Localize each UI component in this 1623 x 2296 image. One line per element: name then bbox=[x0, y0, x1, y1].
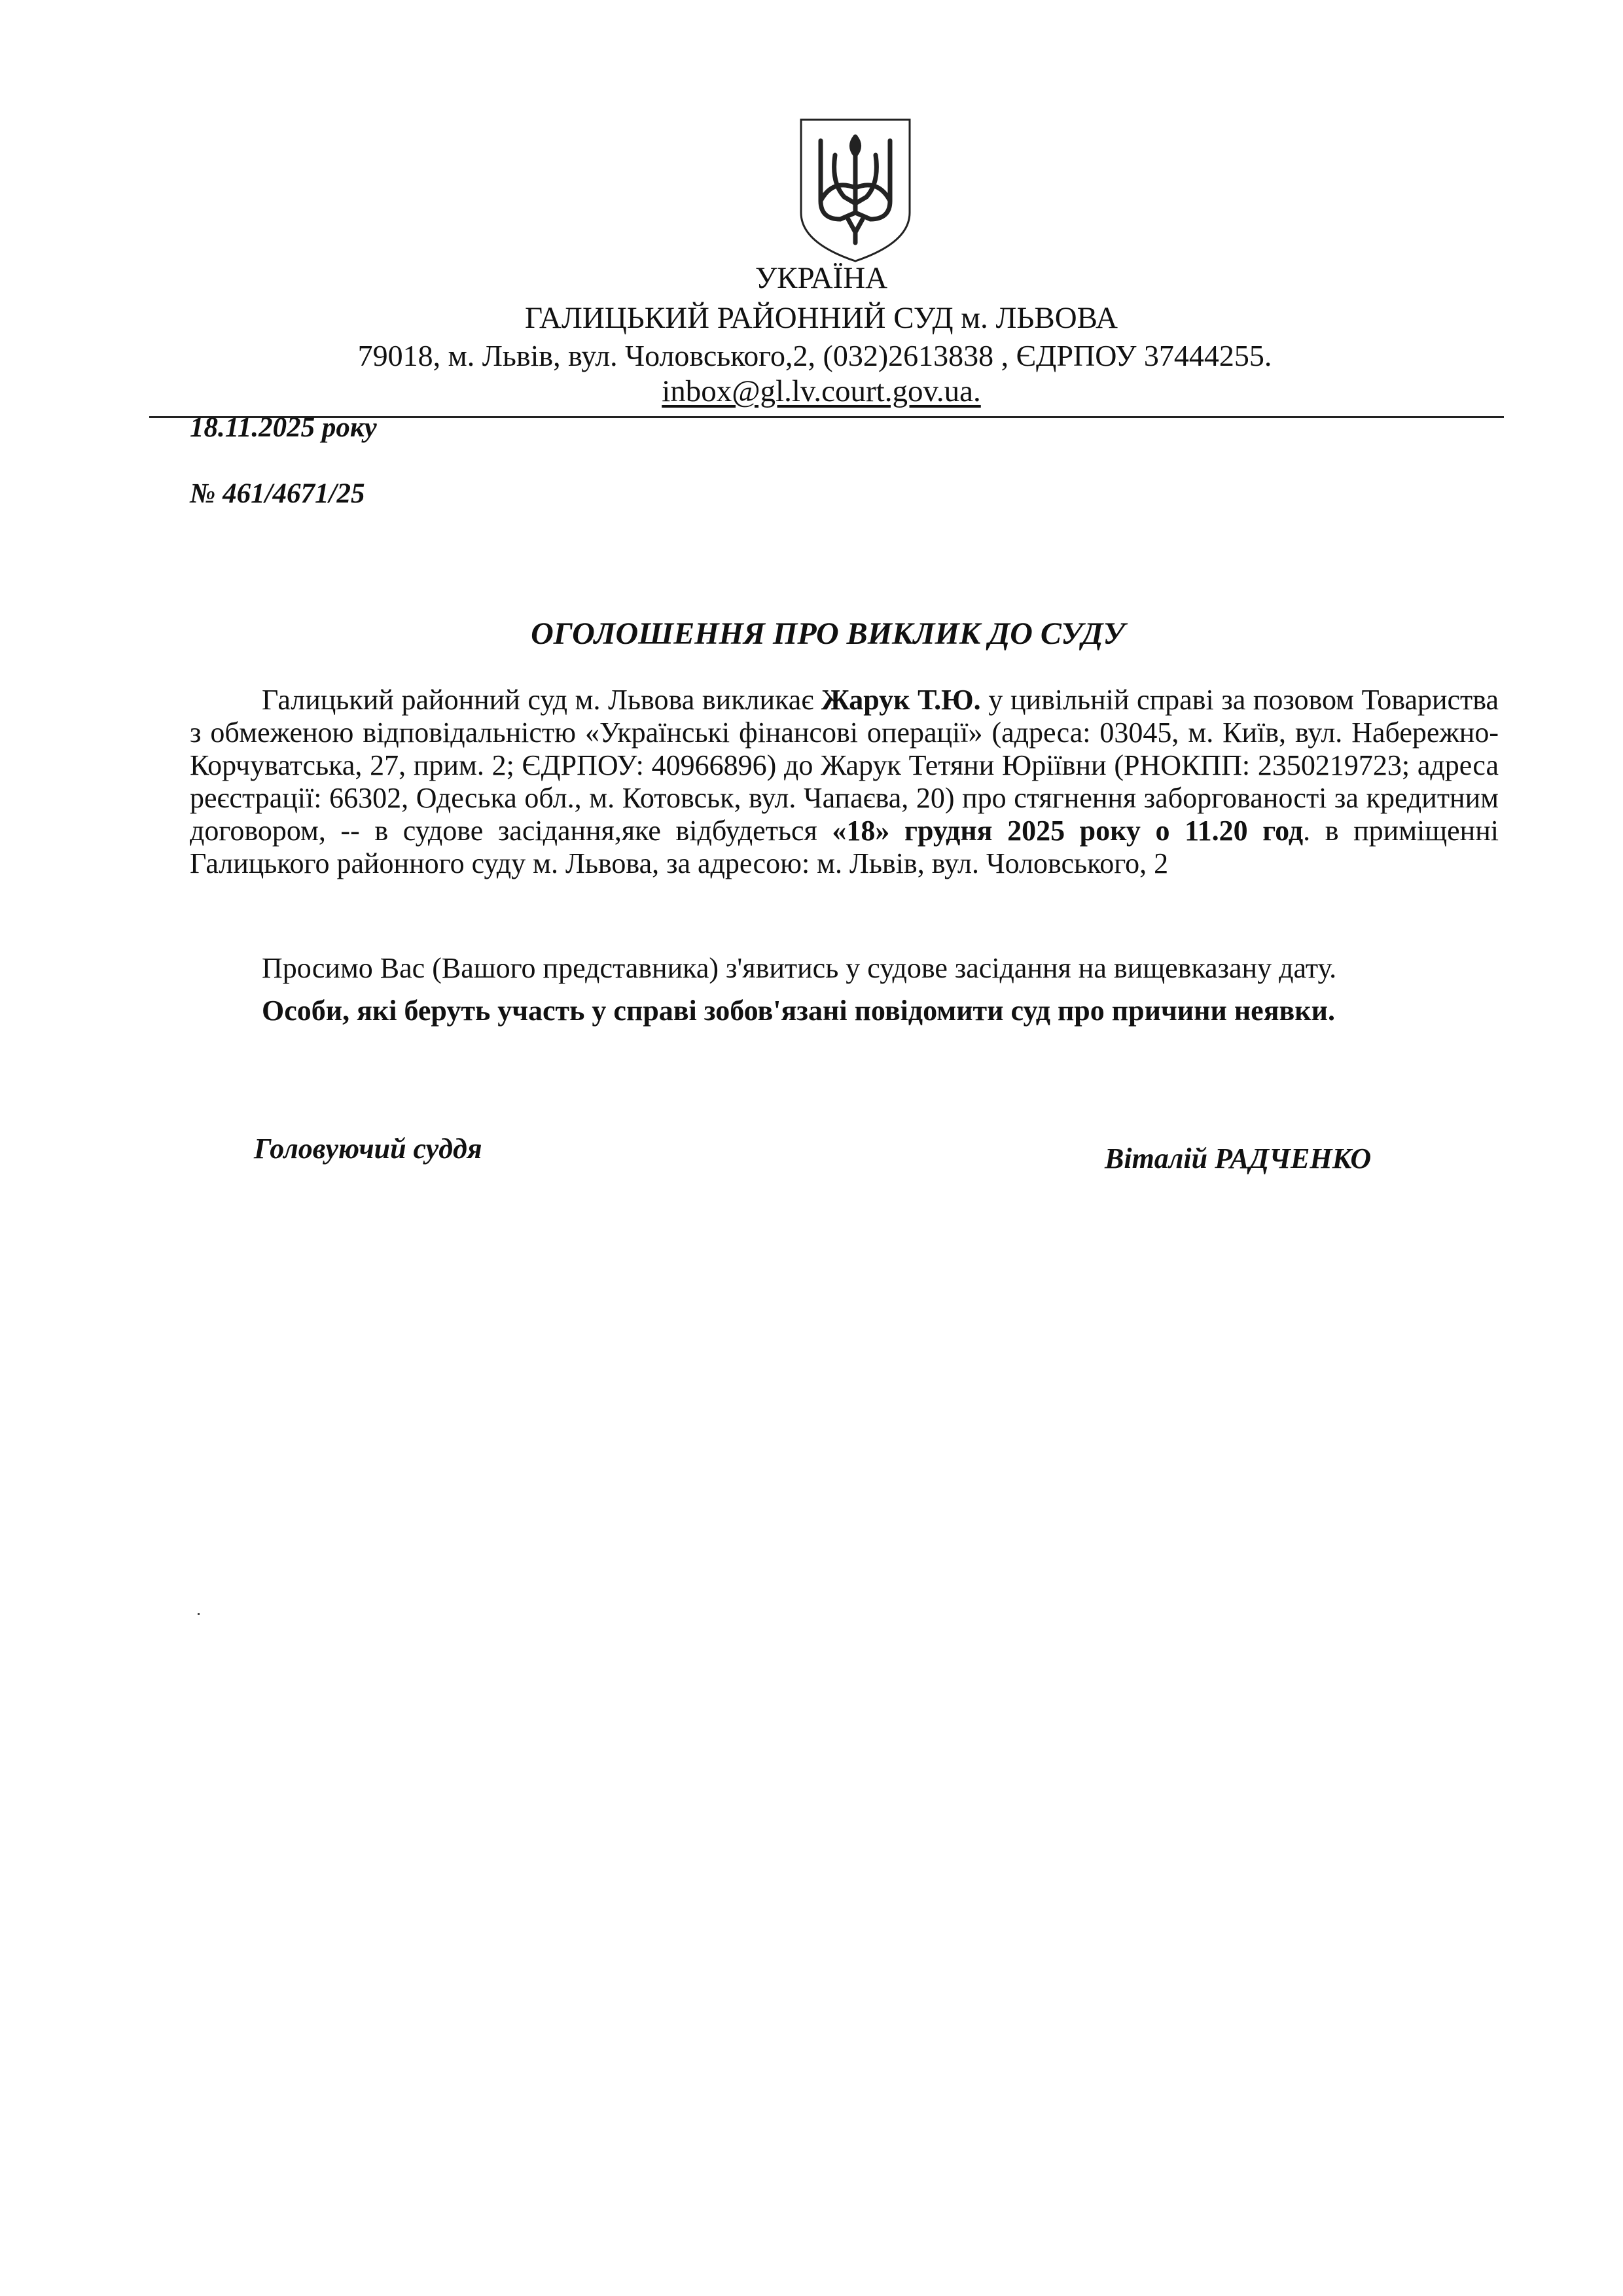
court-name: ГАЛИЦЬКИЙ РАЙОННИЙ СУД м. ЛЬВОВА bbox=[525, 301, 1118, 335]
signatory-name: Віталій РАДЧЕНКО bbox=[1105, 1142, 1372, 1174]
summoned-person: Жарук Т.Ю. bbox=[821, 684, 981, 716]
country-name: УКРАЇНА bbox=[755, 261, 888, 295]
court-address: 79018, м. Львів, вул. Чоловського,2, (032)2613838 , ЄДРПОУ 37444255. bbox=[357, 339, 1272, 372]
absence-notice-requirement: Особи, які беруть участь у справі зобов'язані повідомити суд про причини неявки. bbox=[262, 995, 1335, 1027]
appearance-request: Просимо Вас (Вашого представника) з'явитись у судове засідання на вищевказану дату. bbox=[262, 952, 1337, 984]
notice-text-part: . в приміщенні Галицького районного суду м. Львова, за адресою: м. Львів, вул. Чоловського, 2 bbox=[190, 815, 1499, 879]
trident-coat-of-arms-icon bbox=[793, 115, 918, 265]
case-number: № 461/4671/25 bbox=[190, 478, 365, 509]
notice-title: ОГОЛОШЕННЯ ПРО ВИКЛИК ДО СУДУ bbox=[531, 616, 1125, 651]
notice-text-part: Галицький районний суд м. Львова викликає bbox=[262, 684, 821, 716]
notice-body-paragraph bbox=[190, 684, 1499, 880]
notice-text-part: у цивільній справі за позовом Товариства з обмеженою відповідальністю «Українські фінансові операції» (адреса: 03045, м. Київ, вул. Набережно-Корчуватська, 27, прим. 2; ЄДРПОУ: 40966896) до Жарук Тетяни Юріївни (РНОКПП: 2350219723; адреса реєстрації: 66302, Одеська обл., м. Котовськ, вул. Чапаєва, 20) про стягнення заборгованості за кредитним договором, -- в судове засідання,яке відбудеться bbox=[190, 684, 1499, 847]
court-email: inbox@gl.lv.court.gov.ua. bbox=[662, 374, 981, 408]
signatory-role: Головуючий суддя bbox=[254, 1133, 482, 1165]
document-date: 18.11.2025 року bbox=[190, 412, 377, 443]
court-email-line bbox=[0, 373, 1623, 410]
scan-speck bbox=[198, 1613, 200, 1615]
hearing-datetime: «18» грудня 2025 року о 11.20 год bbox=[832, 815, 1304, 847]
